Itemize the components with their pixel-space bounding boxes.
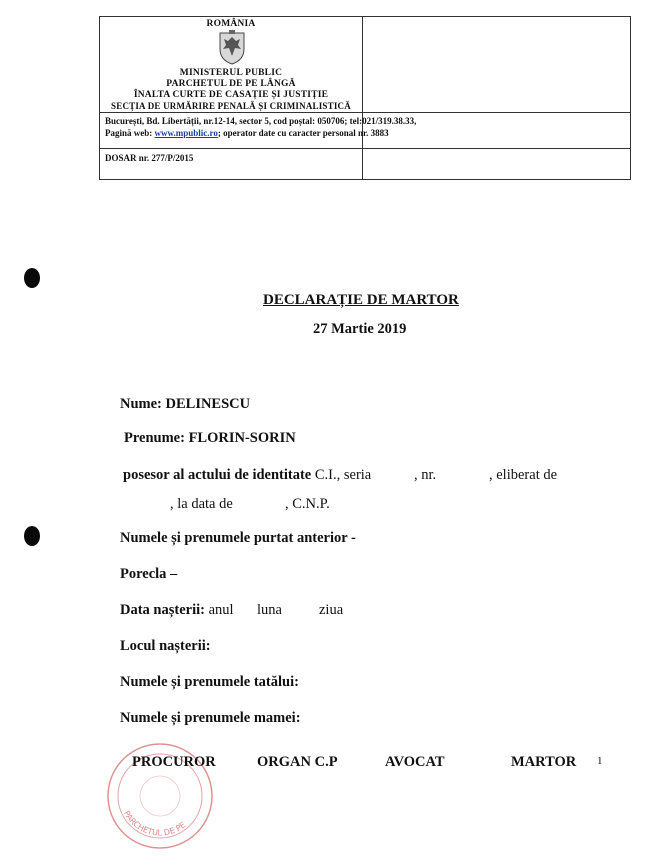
institution-line-4: SECȚIA DE URMĂRIRE PENALĂ ȘI CRIMINALISTICĂ xyxy=(111,101,351,111)
page-number: 1 xyxy=(597,755,603,767)
punch-hole xyxy=(24,268,40,288)
id-ci: C.I., seria xyxy=(314,467,372,483)
mama-field: Numele și prenumele mamei: xyxy=(120,710,301,726)
tatal-field: Numele și prenumele tatălui: xyxy=(120,674,299,690)
web-line xyxy=(105,128,625,139)
signature-martor: MARTOR xyxy=(511,754,577,770)
id-cnp: , C.N.P. xyxy=(285,496,330,512)
document-date: 27 Martie 2019 xyxy=(313,321,407,337)
id-nr: , nr. xyxy=(414,467,437,483)
institution-line-2: PARCHETUL DE PE LÂNGĂ xyxy=(166,79,296,89)
signature-procuror: PROCUROR xyxy=(132,754,216,770)
web-link[interactable]: www.mpublic.ro xyxy=(154,128,218,138)
prenume-field: Prenume: FLORIN-SORIN xyxy=(124,430,296,446)
header-box xyxy=(99,16,631,180)
nume-field: Nume: DELINESCU xyxy=(120,396,251,412)
institution-line-1: MINISTERUL PUBLIC xyxy=(179,68,283,78)
an-label: anul xyxy=(208,602,234,618)
punch-hole xyxy=(24,526,40,546)
signature-organ-cp: ORGAN C.P xyxy=(257,754,338,770)
institution-line-3: ÎNALTA CURTE DE CASAȚIE ȘI JUSTIȚIE xyxy=(133,90,329,100)
porecla-field: Porecla – xyxy=(120,566,178,582)
locul-nasterii-field: Locul nașterii: xyxy=(120,638,211,654)
web-prefix: Pagină web: xyxy=(105,128,155,138)
nume-anterior-field: Numele și prenumele purtat anterior - xyxy=(120,530,356,546)
ziua-label: ziua xyxy=(319,602,344,618)
id-data: , la data de xyxy=(170,496,233,512)
data-nasterii-field xyxy=(120,602,234,619)
luna-label: luna xyxy=(257,602,282,618)
data-nasterii-label: Data nașterii: xyxy=(120,602,205,618)
id-document-line xyxy=(123,467,371,484)
svg-text:PARCHETUL DE PE xyxy=(122,809,187,837)
id-eliberat: , eliberat de xyxy=(489,467,558,483)
address-line: București, Bd. Libertății, nr.12-14, sector 5, cod poștal: 050706; tel:021/319.38.33, xyxy=(105,116,417,126)
signature-avocat: AVOCAT xyxy=(385,754,445,770)
document-title: DECLARAȚIE DE MARTOR xyxy=(263,292,459,308)
id-label: posesor al actului de identitate xyxy=(123,467,312,483)
dosar-number: DOSAR nr. 277/P/2015 xyxy=(105,153,194,163)
country-name: ROMÂNIA xyxy=(206,19,256,29)
coat-of-arms-icon xyxy=(215,29,249,65)
stamp-text: PARCHETUL DE PE xyxy=(122,809,188,838)
web-suffix: ; operator date cu caracter personal nr. 3883 xyxy=(217,128,389,138)
